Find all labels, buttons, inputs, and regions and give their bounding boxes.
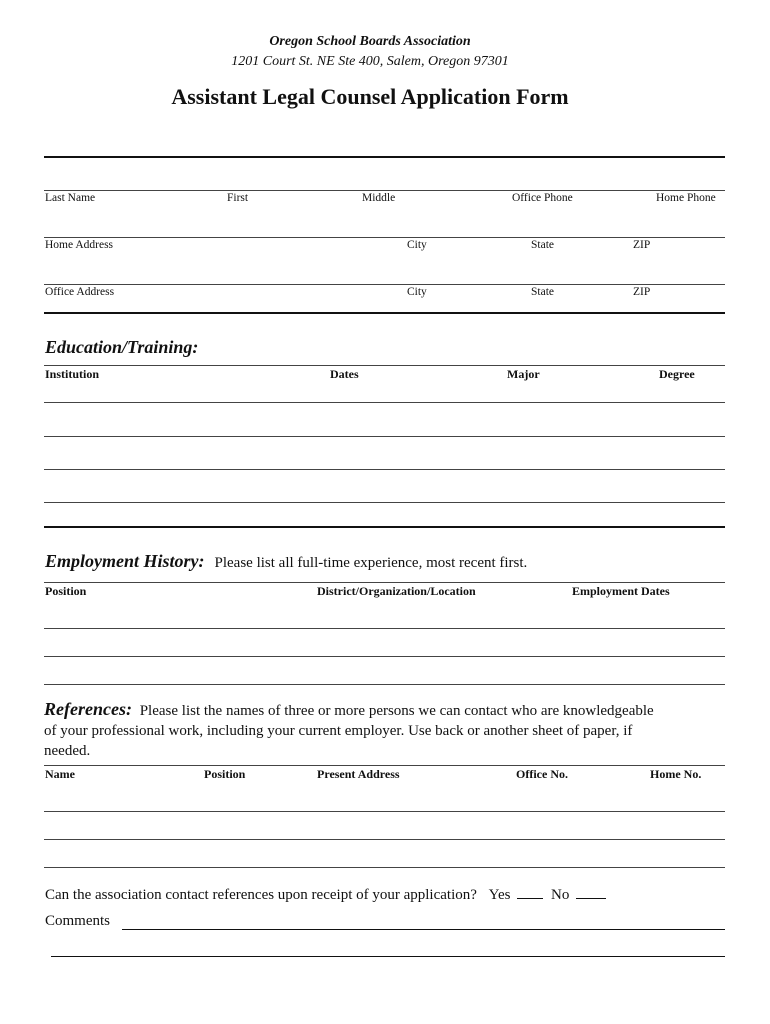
employment-col-position: Position (45, 584, 87, 598)
page-title: Assistant Legal Counsel Application Form (171, 84, 569, 109)
home-state-label: State (531, 239, 554, 251)
reference-entry-line[interactable] (44, 811, 725, 812)
office-zip-label: ZIP (633, 286, 651, 298)
reference-entry-line[interactable] (44, 839, 725, 840)
employment-heading (45, 551, 527, 572)
contact-question-row (45, 886, 606, 904)
no-label: No (550, 887, 570, 903)
references-header-line (44, 765, 725, 766)
education-entry-line[interactable] (44, 436, 725, 437)
employment-note: Please list all full-time experience, most recent first. (214, 555, 528, 571)
yes-answer-blank[interactable] (517, 886, 543, 899)
office-phone-label: Office Phone (512, 192, 573, 204)
comments-line[interactable] (51, 956, 725, 957)
home-zip-label: ZIP (633, 239, 651, 251)
contact-question-text: Can the association contact references upon receipt of your application? (45, 887, 477, 903)
comments-line[interactable] (122, 929, 725, 930)
education-section-title: Education/Training: (45, 337, 199, 357)
references-col-address: Present Address (317, 767, 400, 781)
references-text-line-1: Please list the names of three or more persons we can contact who are knowledgeable (139, 703, 654, 719)
employment-entry-line[interactable] (44, 656, 725, 657)
education-col-dates: Dates (330, 367, 359, 381)
education-entry-line[interactable] (44, 502, 725, 503)
employment-entry-line[interactable] (44, 628, 725, 629)
references-col-office-no: Office No. (516, 767, 568, 781)
references-text-line-2: of your professional work, including your current employer. Use back or another sheet of paper, if (44, 723, 633, 739)
references-text-line-3: needed. (44, 743, 91, 759)
references-col-name: Name (45, 767, 75, 781)
office-address-field-line[interactable] (44, 284, 725, 285)
employment-header-line (44, 582, 725, 583)
personal-section-divider (44, 312, 725, 314)
references-col-home-no: Home No. (650, 767, 702, 781)
education-col-major: Major (507, 367, 540, 381)
references-intro (44, 699, 734, 761)
home-address-label: Home Address (45, 239, 114, 251)
education-header-line (44, 365, 725, 366)
name-field-line[interactable] (44, 190, 725, 191)
education-col-degree: Degree (659, 367, 695, 381)
office-state-label: State (531, 286, 554, 298)
education-section-divider (44, 526, 725, 528)
references-col-position: Position (204, 767, 246, 781)
organization-address: 1201 Court St. NE Ste 400, Salem, Oregon 97301 (231, 54, 509, 69)
office-address-label: Office Address (45, 286, 115, 298)
first-name-label: First (227, 192, 249, 204)
education-col-institution: Institution (45, 367, 100, 381)
home-phone-label: Home Phone (656, 192, 716, 204)
home-address-field-line[interactable] (44, 237, 725, 238)
home-city-label: City (407, 239, 427, 251)
yes-label: Yes (488, 887, 511, 903)
middle-name-label: Middle (362, 192, 396, 204)
header-divider (44, 156, 725, 158)
organization-name: Oregon School Boards Association (269, 34, 471, 49)
employment-col-organization: District/Organization/Location (317, 584, 476, 598)
reference-entry-line[interactable] (44, 867, 725, 868)
no-answer-blank[interactable] (576, 886, 606, 899)
employment-section-title: Employment History: (45, 551, 205, 571)
last-name-label: Last Name (45, 192, 96, 204)
education-entry-line[interactable] (44, 469, 725, 470)
references-section-title: References: (44, 699, 132, 719)
employment-entry-line[interactable] (44, 684, 725, 685)
office-city-label: City (407, 286, 427, 298)
employment-col-dates: Employment Dates (572, 584, 670, 598)
comments-label: Comments (45, 913, 111, 929)
education-entry-line[interactable] (44, 402, 725, 403)
